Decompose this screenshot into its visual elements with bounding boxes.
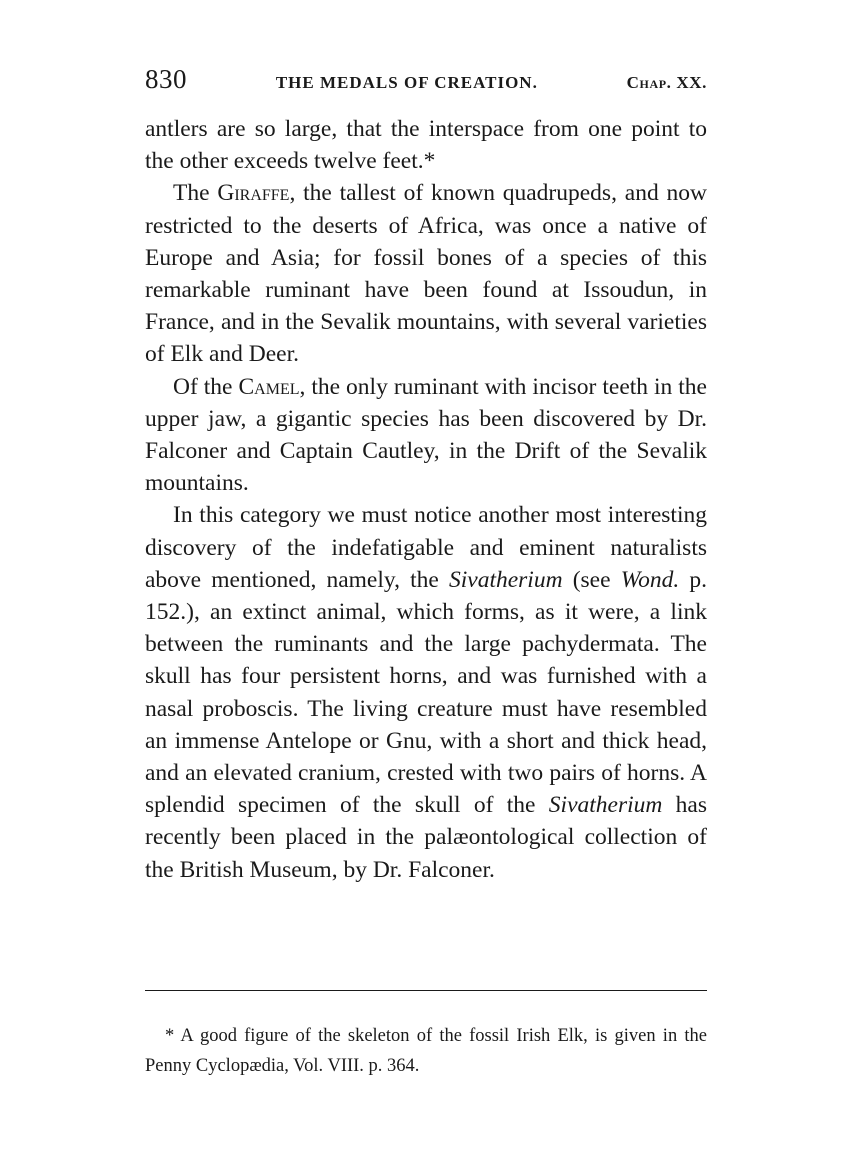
text-run: , the tallest of known quadrupeds, and now restricted to the deserts of Africa, was once a native of Europe and Asia; for fossil bones of a species of this remarkable ruminant have been found at Issoudun, in France, and in the Sevalik mountains, with several varieties of Elk and Deer. (145, 180, 707, 368)
italic-sivatherium: Sivatherium (448, 566, 563, 593)
footnote-rule (145, 990, 707, 991)
text-run: has recently been placed in the palæontological collection of the British Museum, by Dr. Falconer. (145, 792, 708, 883)
text-run: p. 152.), an extinct animal, which forms, as it were, a link between the ruminants and the large pachydermata. The skull has four persistent horns, and was furnished with a nasal proboscis. The living creature must have resembled an immense Antelope or Gnu, with a short and thick head, and an elevated cranium, crested with two pairs of horns. A splendid specimen of the skull of the (145, 566, 707, 819)
text-run: The (173, 180, 218, 207)
paragraph-camel (145, 371, 707, 500)
paragraph-sivatherium (145, 499, 707, 885)
running-title: THE MEDALS OF CREATION. (275, 73, 538, 92)
book-page (145, 64, 707, 886)
term-giraffe: Giraffe (217, 180, 290, 207)
italic-sivatherium-2: Sivatherium (548, 792, 663, 819)
text-run: Of the (173, 373, 239, 400)
text-run: In this category we must notice another most interesting discovery of the indefatigable and eminent naturalists above mentioned, namely, the (145, 502, 707, 593)
paragraph-text: antlers are so large, that the interspace from one point to the other exceeds twelve feet.* (145, 116, 707, 175)
text-run: (see (562, 566, 621, 593)
paragraph-antlers (145, 113, 707, 177)
text-run: , the only ruminant with incisor teeth in the upper jaw, a gigantic species has been discovered by Dr. Falconer and Captain Cautley, in the Drift of the Sevalik mountains. (145, 373, 707, 497)
body-text (145, 113, 707, 886)
page-number: 830 (145, 64, 187, 94)
chapter-reference: Chap. XX. (626, 73, 707, 92)
italic-wond: Wond. (620, 566, 680, 593)
term-camel: Camel (238, 373, 300, 400)
running-header (145, 64, 707, 96)
footnote: * A good figure of the skeleton of the fossil Irish Elk, is given in the Penny Cyclopædia, Vol. VIII. p. 364. (145, 1026, 707, 1076)
paragraph-giraffe (145, 177, 707, 370)
